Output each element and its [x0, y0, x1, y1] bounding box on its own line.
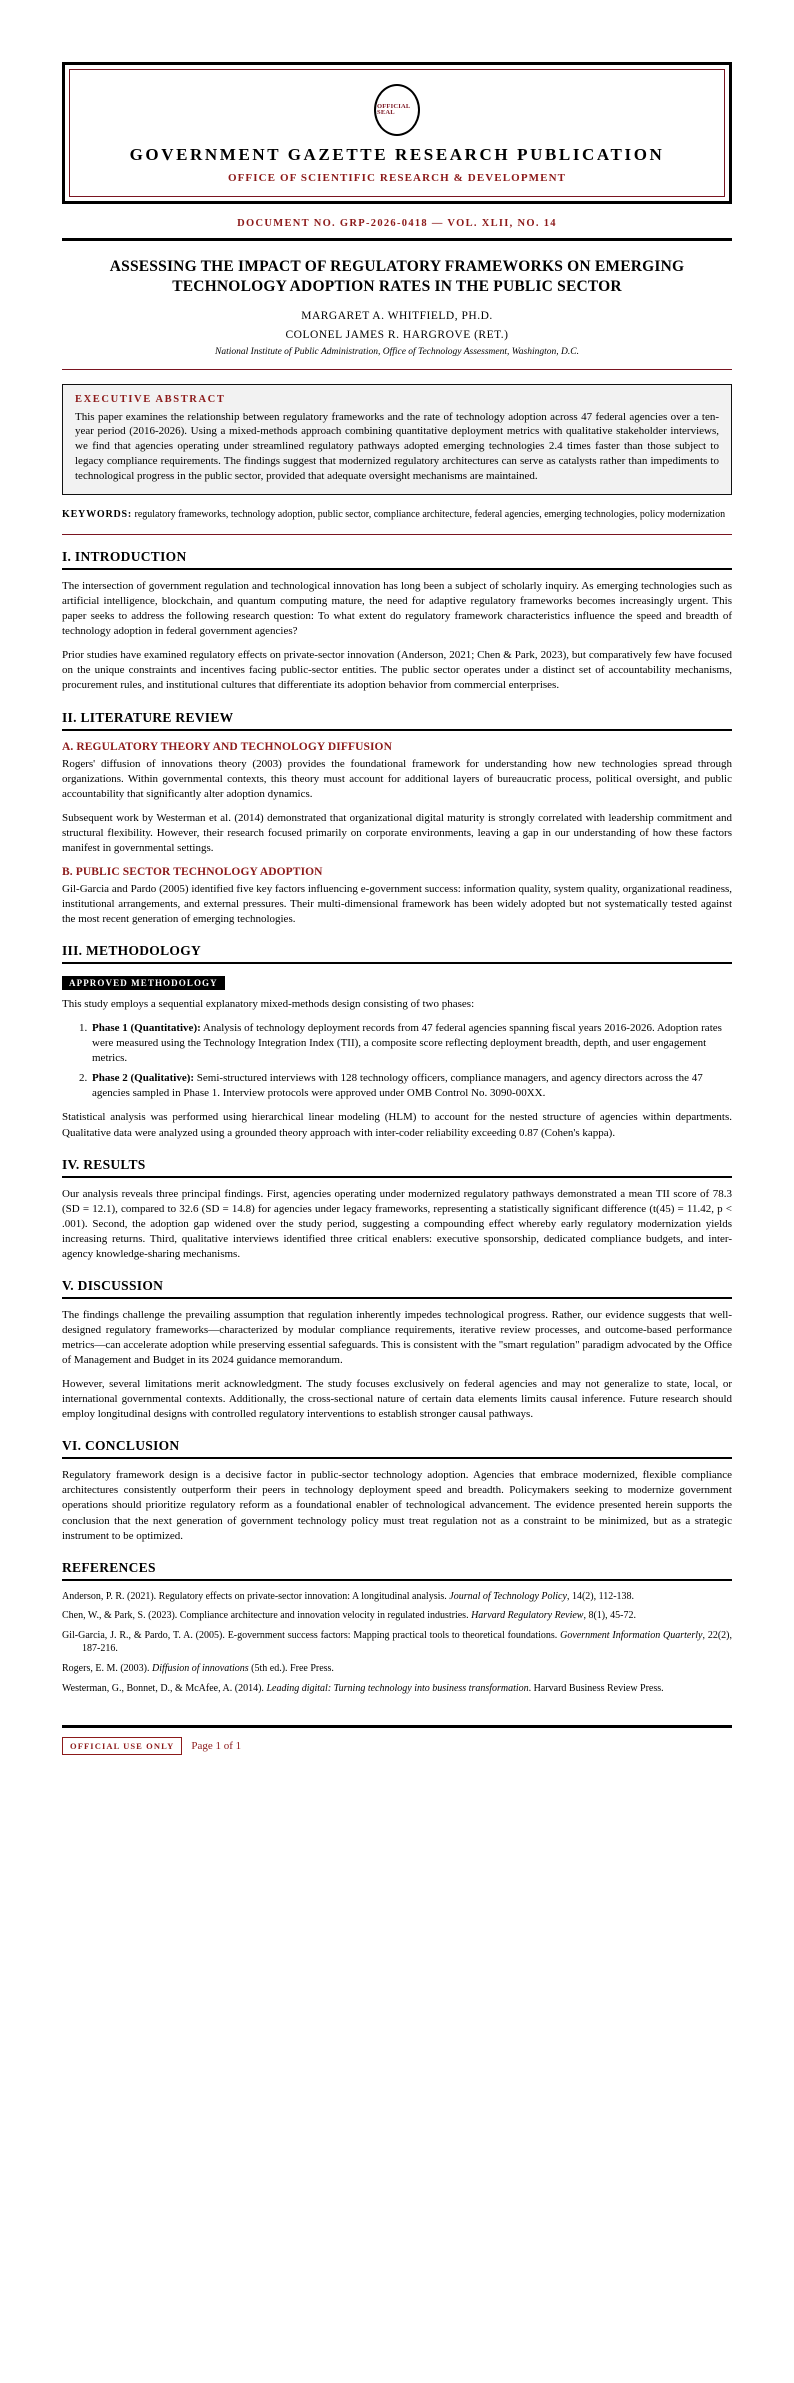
footer-divider [62, 1725, 732, 1728]
section-conclusion [62, 1438, 732, 1543]
phase-text: Analysis of technology deployment records from 47 federal agencies spanning fiscal years 2016-2026. Adoption rates were measured using the Technology Integration Index (TII), a composite score reflecting deployment breadth, depth, and user engagement metrics. [92, 1022, 722, 1065]
list-item [90, 1021, 732, 1066]
paragraph: Statistical analysis was performed using hierarchical linear modeling (HLM) to account for the nested structure of agencies within departments. Qualitative data were analyzed using a grounded theory approach with inter-coder reliability exceeding 0.87 (Cohen's kappa). [62, 1111, 732, 1139]
paragraph: However, several limitations merit acknowledgment. The study focuses exclusively on federal agencies and may not generalize to state, local, or international governmental contexts. Additionally, the cross-sectional nature of certain data elements limits causal inference. Future research should employ longitudinal designs with controlled regulatory interventions to establish stronger causal pathways. [62, 1378, 732, 1421]
executive-abstract-box [62, 384, 732, 496]
paragraph: Prior studies have examined regulatory effects on private-sector innovation (Anderson, 2021; Chen & Park, 2023), but comparatively few have focused on the unique constraints and incentives facing public-sector entities. The public sector operates under a distinct set of accountability mechanisms, procurement rules, and institutional cultures that differentiate its adoption behavior from commercial enterprises. [62, 649, 732, 692]
section-heading-rule [62, 962, 732, 964]
reference-author-title: Westerman, G., Bonnet, D., & McAfee, A. (2014). [62, 1682, 267, 1694]
section-heading-literature-review: II. LITERATURE REVIEW [62, 709, 234, 725]
author-name-primary: MARGARET A. WHITFIELD, PH.D. [301, 309, 493, 322]
page-number: Page 1 of 1 [191, 1740, 242, 1753]
phase-label: Phase 2 (Qualitative): [92, 1072, 195, 1085]
reference-locator: (5th ed.). Free Press. [248, 1663, 334, 1674]
official-use-only-stamp: OFFICIAL USE ONLY [62, 1737, 182, 1755]
subsection-heading-b: B. PUBLIC SECTOR TECHNOLOGY ADOPTION [62, 865, 323, 878]
affiliation: National Institute of Public Administration, Office of Technology Assessment, Washington, D.C. [215, 346, 579, 357]
reference-locator: , 14(2), 112-138. [566, 1590, 635, 1602]
reference-author-title: Rogers, E. M. (2003). [62, 1663, 152, 1674]
phase-text: Semi-structured interviews with 128 technology officers, compliance managers, and agency directors across the 47 agencies sampled in Phase 1. Interview protocols were approved under OMB Control No. 3090-00XX. [92, 1072, 703, 1100]
reference-author-title: Gil-Garcia, J. R., & Pardo, T. A. (2005). E-government success factors: Mapping practical tools to theoretical foundations. [62, 1629, 561, 1641]
section-heading-results: IV. RESULTS [62, 1156, 146, 1172]
section-introduction [62, 549, 732, 693]
publication-subtitle: OFFICE OF SCIENTIFIC RESEARCH & DEVELOPMENT [227, 171, 567, 184]
keywords-values: regulatory frameworks, technology adoption, public sector, compliance architecture, federal agencies, emerging technologies, policy modernization [134, 509, 726, 521]
paragraph: Rogers' diffusion of innovations theory (2003) provides the foundational framework for understanding how new technologies spread through organizations. Within governmental contexts, this theory must account for additional layers of bureaucratic process, political oversight, and public accountability that significantly alter adoption dynamics. [62, 757, 732, 800]
paragraph: Gil-Garcia and Pardo (2005) identified five key factors influencing e-government success: information quality, system quality, organizational readiness, institutional arrangements, and external pressures. Their multi-dimensional framework has been widely adopted but not systematically tested against the most recent generation of emerging technologies. [62, 882, 732, 925]
section-references [62, 1560, 732, 1696]
seal-line-2: SEAL [377, 109, 395, 116]
section-heading-methodology: III. METHODOLOGY [62, 943, 202, 959]
paragraph: The findings challenge the prevailing assumption that regulation inherently impedes technological progress. Rather, our evidence suggests that well-designed regulatory frameworks—characterized by modular compliance requirements, iterative review processes, and outcome-based performance metrics—can accelerate adoption while preserving essential safeguards. This is consistent with the "smart regulation" paradigm advocated by the Office of Management and Budget in its 2024 guidance memorandum. [62, 1308, 732, 1367]
paragraph: The intersection of government regulation and technological innovation has long been a subject of scholarly inquiry. As emerging technologies such as artificial intelligence, blockchain, and quantum computing mature, the need for adaptive regulatory frameworks becomes increasingly urgent. This paper seeks to address the following research question: To what extent do regulatory framework characteristics influence the speed and breadth of technology adoption in federal government agencies? [62, 580, 732, 638]
abstract-text: This paper examines the relationship between regulatory frameworks and the rate of technology adoption across 47 federal agencies over a ten-year period (2016-2026). Using a mixed-methods approach combining quantitative deployment metrics with qualitative stakeholder interviews, we find that agencies operating under streamlined regulatory pathways adopted emerging technologies 2.4 times faster than those subject to legacy compliance requirements. The findings suggest that modernized regulatory architectures can serve as catalysts rather than impediments to technological progress in the public sector, provided that adequate oversight mechanisms are maintained. [75, 410, 719, 483]
reference-item [62, 1629, 732, 1656]
section-heading-discussion: V. DISCUSSION [62, 1277, 164, 1293]
paragraph: Subsequent work by Westerman et al. (2014) demonstrated that organizational digital maturity is strongly correlated with leadership commitment and structural flexibility. However, their research focused primarily on corporate environments, leaving a gap in our understanding of how these factors manifest in governmental settings. [62, 811, 732, 854]
list-item [90, 1071, 732, 1101]
reference-locator: , 22(2), 187-216. [82, 1629, 732, 1655]
section-heading-rule [62, 1297, 732, 1299]
reference-author-title: Anderson, P. R. (2021). Regulatory effects on private-sector innovation: A longitudinal analysis. [62, 1590, 450, 1602]
masthead-inner-border [69, 69, 725, 197]
methodology-phase-list [62, 1021, 732, 1101]
title-divider [62, 369, 732, 370]
paragraph: Regulatory framework design is a decisive factor in public-sector technology adoption. Agencies that embrace modernized, flexible compliance architectures consistently outperform their peers in technology deployment speed and breadth. Policymakers seeking to modernize government operations should prioritize regulatory reform as a foundational enabler of technological advancement. The evidence presented herein supports the conclusion that the next generation of government technology policy must treat regulation not as a constraint to be minimized, but as a strategic instrument to be optimized. [62, 1469, 732, 1542]
reference-item [62, 1609, 732, 1623]
reference-source: Journal of Technology Policy [449, 1590, 567, 1602]
abstract-heading: EXECUTIVE ABSTRACT [75, 393, 226, 405]
section-results [62, 1157, 732, 1262]
section-heading-rule [62, 568, 732, 570]
masthead [62, 62, 732, 204]
seal-line-1: OFFICIAL [377, 102, 411, 110]
author-name-secondary: COLONEL JAMES R. HARGROVE (RET.) [285, 329, 509, 342]
masthead-divider [62, 238, 732, 241]
official-seal-icon [374, 84, 420, 136]
paragraph: This study employs a sequential explanatory mixed-methods design consisting of two phases: [62, 998, 475, 1011]
keywords-label: KEYWORDS: [62, 509, 132, 521]
paragraph: Our analysis reveals three principal findings. First, agencies operating under modernized regulatory pathways demonstrated a mean TII score of 78.3 (SD = 12.1), compared to 32.6 (SD = 14.8) for agencies under legacy frameworks, representing a statistically significant difference (t(45) = 11.42, p < .001). Second, the adoption gap widened over the study period, suggesting a compounding effect whereby early regulatory modernization yields increasing returns. Third, qualitative interviews identified three critical enablers: executive sponsorship, dedicated compliance budgets, and inter-agency knowledge-sharing mechanisms. [62, 1187, 732, 1260]
section-methodology [62, 943, 732, 1141]
reference-locator: . Harvard Business Review Press. [528, 1682, 664, 1694]
reference-source: Diffusion of innovations [152, 1663, 249, 1674]
section-heading-rule [62, 1579, 732, 1581]
reference-author-title: Chen, W., & Park, S. (2023). Compliance architecture and innovation velocity in regulated industries. [62, 1610, 472, 1622]
publication-title: GOVERNMENT GAZETTE RESEARCH PUBLICATION [129, 145, 665, 164]
document-number: DOCUMENT NO. GRP-2026-0418 — VOL. XLII, NO. 14 [237, 217, 557, 229]
phase-label: Phase 1 (Quantitative): [92, 1022, 201, 1035]
reference-locator: , 8(1), 45-72. [583, 1610, 636, 1622]
reference-list [62, 1590, 732, 1696]
section-literature-review [62, 710, 732, 928]
reference-item [62, 1682, 732, 1696]
subsection-heading-a: A. REGULATORY THEORY AND TECHNOLOGY DIFFUSION [62, 740, 392, 753]
section-heading-introduction: I. INTRODUCTION [62, 549, 187, 565]
keywords-divider [62, 534, 732, 535]
section-heading-rule [62, 1457, 732, 1459]
page-footer [62, 1737, 732, 1755]
section-heading-rule [62, 1176, 732, 1178]
reference-item [62, 1662, 732, 1676]
section-heading-conclusion: VI. CONCLUSION [62, 1438, 180, 1454]
reference-source: Leading digital: Turning technology into business transformation [266, 1682, 529, 1694]
status-badge: APPROVED METHODOLOGY [62, 976, 225, 990]
section-heading-references: REFERENCES [62, 1559, 156, 1575]
page-title: ASSESSING THE IMPACT OF REGULATORY FRAMEWORKS ON EMERGING TECHNOLOGY ADOPTION RATES IN THE PUBLIC SECTOR [109, 257, 685, 296]
reference-source: Government Information Quarterly [560, 1629, 703, 1641]
keywords [62, 508, 732, 522]
reference-source: Harvard Regulatory Review [471, 1610, 584, 1622]
section-discussion [62, 1278, 732, 1422]
section-heading-rule [62, 729, 732, 731]
reference-item [62, 1590, 732, 1604]
